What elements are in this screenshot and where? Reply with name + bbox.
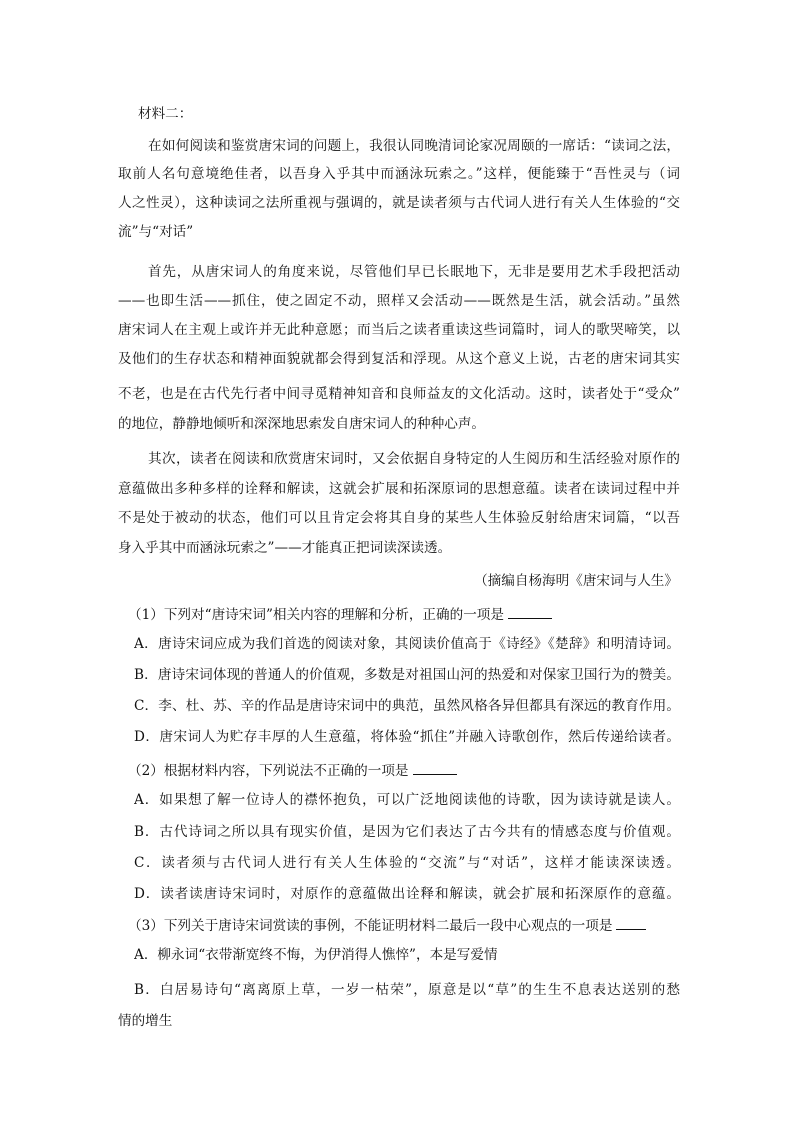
question-1-option-a: A．唐诗宋词应成为我们首选的阅读对象，其阅读价值高于《诗经》《楚辞》和明清诗词。: [134, 636, 680, 652]
paragraph-1-line-4: 流”与“对话”: [118, 224, 194, 240]
question-2-option-d: D．读者读唐诗宋词时，对原作的意蕴做出诠释和解读，就会扩展和拓深原作的意蕴。: [134, 886, 680, 902]
question-1-stem-text: （1）下列对“唐诗宋词”相关内容的理解和分析，正确的一项是: [128, 607, 504, 623]
paragraph-3-line-1: 其次，读者在阅读和欣赏唐宋词时，又会依据自身特定的人生阅历和生活经验对原作的: [148, 451, 680, 467]
paragraph-2-line-3: 唐宋词人在主观上或许并无此种意愿；而当后之读者重读这些词篇时，词人的歌哭啼笑，以: [118, 322, 680, 338]
question-3-option-a: A．柳永词“衣带渐宽终不悔，为伊消得人憔悴”，本是写爱情: [134, 947, 498, 963]
paragraph-2-line-5: 不老，也是在古代先行者中间寻觅精神知音和良师益友的文化活动。这时，读者处于“受众”: [118, 386, 680, 402]
question-2-option-b: B．古代诗词之所以具有现实价值，是因为它们表达了古今共有的情感态度与价值观。: [134, 824, 680, 840]
question-3-answer-blank[interactable]: [616, 915, 646, 930]
paragraph-3-line-2: 意蕴做出多种多样的诠释和解读，这就会扩展和拓深原词的思想意蕴。读者在读词过程中并: [118, 481, 680, 497]
question-1-option-d: D．唐宋词人为贮存丰厚的人生意蕴，将体验“抓住”并融入诗歌创作，然后传递给读者。: [134, 729, 680, 745]
paragraph-3-line-4: 身入乎其中而涵泳玩索之”——才能真正把词读深读透。: [118, 540, 452, 556]
question-2-option-a: A．如果想了解一位诗人的襟怀抱负，可以广泛地阅读他的诗歌，因为读诗就是读人。: [134, 792, 680, 808]
paragraph-1-line-2: 取前人名句意境绝佳者，以吾身入乎其中而涵泳玩索之。”这样，便能臻于“吾性灵与（词: [118, 166, 680, 182]
question-1-option-c: C．李、杜、苏、辛的作品是唐诗宋词中的典范，虽然风格各异但都具有深远的教育作用。: [134, 698, 680, 714]
question-2-answer-blank[interactable]: [413, 760, 457, 775]
source-citation: （摘编自杨海明《唐宋词与人生》: [474, 573, 678, 589]
question-2-stem-text: （2）根据材料内容，下列说法不正确的一项是: [128, 763, 409, 779]
paragraph-2-line-6: 的地位，静静地倾听和深深地思索发自唐宋词人的种种心声。: [118, 416, 486, 432]
question-3-stem: [128, 915, 680, 936]
paragraph-1-line-3: 人之性灵），这种读词之法所重视与强调的，就是读者须与古代词人进行有关人生体验的“交: [118, 195, 680, 211]
question-2-stem: [128, 760, 680, 781]
question-1-stem: [128, 604, 680, 625]
question-1-option-b: B．唐诗宋词体现的普通人的价值观，多数是对祖国山河的热爱和对保家卫国行为的赞美。: [134, 667, 680, 683]
question-3-option-b-continued: 情的增生: [118, 1013, 173, 1029]
paragraph-3-line-3: 不是处于被动的状态，他们可以且肯定会将其自身的某些人生体验反射给唐宋词篇，“以吾: [118, 510, 680, 526]
question-1-answer-blank[interactable]: [508, 604, 552, 619]
paragraph-2-line-4: 及他们的生存状态和精神面貌就都会得到复活和浮现。从这个意义上说，古老的唐宋词其实: [118, 351, 680, 367]
question-2-option-c: C．读者须与古代词人进行有关人生体验的“交流”与“对话”，这样才能读深读透。: [134, 855, 680, 871]
question-3-stem-text: （3）下列关于唐诗宋词赏读的事例，不能证明材料二最后一段中心观点的一项是: [128, 918, 613, 934]
paragraph-2-line-2: ——也即生活——抓住，使之固定不动，照样又会活动——既然是生活，就会活动。”虽然: [118, 293, 680, 309]
paragraph-2-line-1: 首先，从唐宋词人的角度来说，尽管他们早已长眠地下，无非是要用艺术手段把活动: [148, 264, 680, 280]
question-3-option-b: B．白居易诗句“离离原上草，一岁一枯荣”，原意是以“草”的生生不息表达送别的愁: [134, 982, 680, 998]
paragraph-1-line-1: 在如何阅读和鉴赏唐宋词的问题上，我很认同晚清词论家况周颐的一席话：“读词之法，: [148, 138, 680, 154]
section-heading: 材料二：: [138, 106, 193, 122]
